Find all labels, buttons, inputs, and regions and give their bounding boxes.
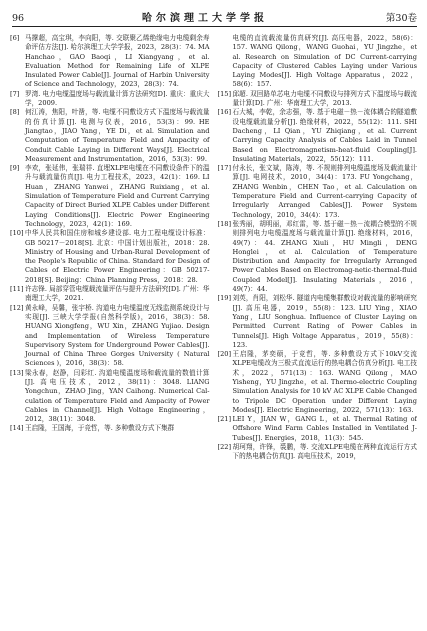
reference-text: 中华人民共和国住房和城乡建设部. 电力工程电缆设计标准：GB 50217－2018[S]. 北京：中国计划出版社，2018：28. Ministry of Housing and Urban-Rural Development of the People's Republic of China. Standard for Design of Cables of Electric Power Engineering：GB 50217-2018[S]. Beijing：China Planning Press，2018：28. [25,229,210,284]
reference-entry [10,285,210,304]
reference-number: [18] [217,219,232,228]
reference-entry [10,164,210,229]
volume-label: 第30卷 [385,13,417,24]
reference-number: [19] [217,294,232,303]
reference-text: 胡珂翔，许锋，裘鹏，等. 交流XLPE电缆在两种直流运行方式下的热电耦合仿真[J]. 高电压技术，2019， [232,443,417,461]
reference-entry [10,424,210,433]
reference-entry [10,108,210,164]
reference-text: 王启隆，茅奕硕，于竞哲，等. 多种敷设方式下10kV交流XLPE电缆改为三极式直流运行的热电耦合仿真分析[J]. 电工技术，2022，571(13)：163. WANG Qilong，MAO Yisheng，YU Jingzhe，et al. Thermo-electric Coupling Simulation Analysis for 10 kV AC XLPE Cable Changed to Tripole DC Operation under Different Laying Modes[J]. Electric Engineering，2022，571(13)：163. [232,350,417,414]
page-header [12,6,417,27]
reference-number: [14] [10,424,24,433]
reference-entry [218,164,418,220]
reference-number: [10] [10,229,24,238]
reference-entry [10,34,210,90]
reference-number: [15] [217,89,232,98]
reference-number: [20] [217,350,232,359]
reference-entry [218,90,418,109]
reference-text: 李欢，张延伟，张瑞祥. 直埋XLPE电缆在不同敷设条件下的温升与载流量仿真[J]. 电力工程技术，2023，42(1)：169. LI Huan，ZHANG Yanwei，ZHANG Ruixiang，et al. Simulation of Temperature Field and Current Carrying Capacity of Direct Buried XLPE Cables under Different Laying Conditions[J]. Electric Power Engineering Technology，2023，42(1)：169. [25,164,210,228]
reference-text: 何江涛，焦阳，叶凿，等. 电缆不同敷设方式下温度场与载流量的仿真计算[J]. 电测与仪表，2016，53(3)：99. HE Jiangtao，JIAO Yang，YE Di，et al. Simulation and Computation of Temperature Field and Ampacity of Conduit Cable Laying in Different Ways[J]. Electrical Measurement and Instrumentation，2016，53(3)：99. [25,108,210,163]
reference-text: LEI Y，JIAN W，GANG L，et al. Thermal Rating of Offshore Wind Farm Cables Installed in Ventilated J-Tubes[J]. Energies，2018，11(3)：545. [232,415,417,442]
right-column [218,34,418,629]
left-column [10,34,210,629]
reference-text: 邱超. 双回路单芯电力电缆不同敷设与排列方式下温度场与载流量计算[D]. 广州：华南理工大学，2013. [232,89,417,108]
reference-entry [10,90,210,109]
reference-text: 付永长，张文斌，陈涛，等. 不规则排列电缆温度场及载流量计算[J]. 电网技术，2010，34(4)：173. FU Yongchang，ZHANG Wenbin，CHEN Tao，et al. Calculation on Temperature Field and Current-carrying Capacity of Irregularly Arranged Cables[J]. Power System Technology，2010，34(4)：173. [232,164,417,219]
reference-entry [10,229,210,285]
page-number: 96 [12,13,25,24]
reference-number [218,34,233,90]
references-body [10,34,417,629]
reference-entry [10,304,210,369]
reference-number: [6] [10,34,20,42]
reference-text: 张秀丽，胡明丽，邓红雷，等. 基于磁－热－流耦合模型的不规则排列电力电缆温度场与载流量计算[J]. 绝缘材料，2016，49(7)：44. ZHANG Xiuli，HU Mingli，DENG Honglei，et al. Calculation of Temperature Distribution and Ampacity for Irregularly Arranged Power Cables Based on Electromag-netic-thermal-fluid Coupled Model[J]. Insulating Materials，2016，49(7)：44. [232,219,417,294]
reference-entry [218,443,418,462]
reference-number: [12] [10,303,24,312]
reference-number: [8] [10,108,20,117]
reference-number: [7] [10,89,20,98]
reference-number: [16] [217,108,232,117]
reference-entry [218,350,418,415]
reference-text: 马撑超，高宝琪，李向阳，等. 交联聚乙烯绝缘电力电缆剩余寿命评估方法[J]. 哈尔滨理工大学学报，2023，28(3)：74. MA Hanchao，GAO Baoqi，LI Xiangyang，et al. Evaluation Method for Remaining Life of XLPE Insulated Power Cable[J]. Journal of Harbin University of Science and Technology，2023，28(3)：74. [25,34,210,89]
reference-text: 王启隆，王国海，于竞哲，等. 多种敷设方式下集群 [25,424,175,433]
reference-number: [11] [10,285,24,294]
reference-entry [218,415,418,443]
reference-number: [22] [217,443,232,452]
reference-entry [218,294,418,350]
reference-number: [9] [10,164,20,173]
reference-entry [10,369,210,425]
reference-entry [218,220,418,294]
reference-entry [218,108,418,164]
reference-text: 黄永峰，吴馨，张宇桥. 沟道电力电缆温度无线监测系统设计与实现[J]. 三峡大学学报(自然科学版)，2016，38(3)：58. HUANG Xiongfeng，WU Xin，ZHANG Yujiao. Design and Implementation of Wireless Temperature Supervisory System for Underground Power Cables[J]. Journal of China Three Gorges University ( Natural Sciences )，2016，38(3)：58. [25,303,210,368]
reference-number: [13] [10,368,24,377]
reference-text: 许志锋. 局部穿管电缆载流量评估与提升方法研究[D]. 广州：华南理工大学，2021. [25,285,210,303]
reference-number: [17] [217,164,232,173]
reference-entry [218,34,418,90]
journal-title: 哈尔滨理工大学学报 [142,13,268,24]
reference-text: 石大城，李乾，余志强，等. 基于电磁－热－流体耦合的隧道敷设电缆载流量分析[J]. 绝缘材料，2022，55(12)：111. SHI Dacheng，LI Qian，YU Zhiqiang，et al. Current Carrying Capacity Analysis of Cables Laid in Tunnel Based on Electromagnetism-heat-fluid Coupling[J]. Insulating Materials，2022，55(12)：111. [232,108,417,163]
reference-text: 梁永春，赵静，闫彩红. 沟道电缆温度场和载流量的数值计算[J]. 高电压技术，2012，38(11)：3048. LIANG Yongchun，ZHAO Jing，YAN Caihong. Numerical Cal-culation of Temperature Field and Ampacity of Power Cables in Channel[J]. High Voltage Engineering，2012，38(11)：3048. [25,368,210,424]
reference-number: [21] [217,415,232,424]
reference-text: 罗湾. 电力电缆温度场与载流量计算方法研究[D]. 重庆：重庆大学，2009. [25,89,210,108]
reference-text: 刘英，肖阳，刘松华. 隧道内电缆集群敷设对载流量的影响研究[J]. 高压电器，2019，55(8)：123. LIU Ying，XIAO Yang，LIU Songhua. Influence of Cluster Laying on Permitted Current Rating of Power Cables in Tunnels[J]. High Voltage Apparatus，2019，55(8)：123. [232,294,417,349]
reference-text: 电缆的直流载流量仿真研究[J]. 高压电器，2022，58(6)：157. WANG Qilong，WANG Guohai，YU Jingzhe，et al. Research on Simulation of DC Current-carrying Capacity of Clustered Cables Laying under Various Laying Modes[J]. High Voltage Apparatus，2022，58(6)：157. [232,34,417,89]
